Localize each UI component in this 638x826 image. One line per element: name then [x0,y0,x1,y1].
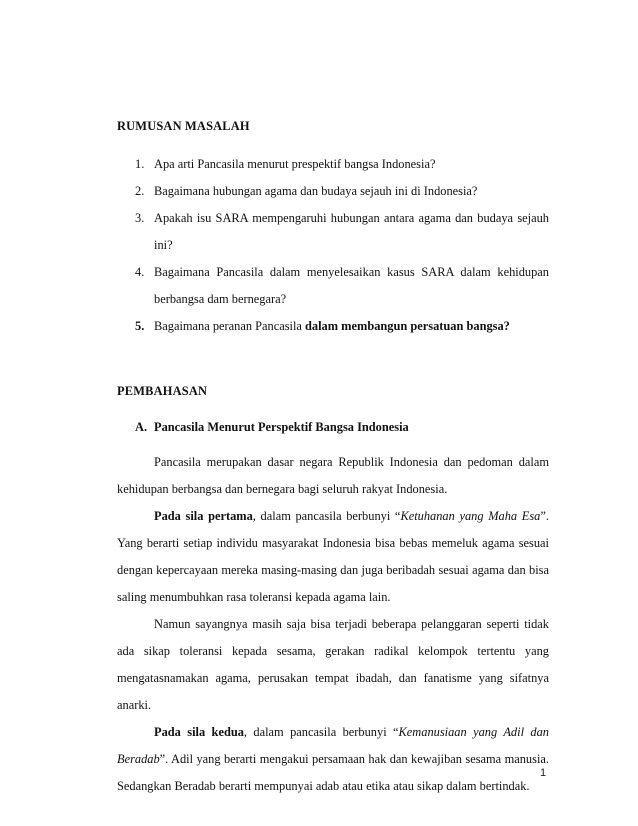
section-heading-rumusan-masalah: RUMUSAN MASALAH [117,119,250,133]
list-item-text: Apa arti Pancasila menurut prespektif bangsa Indonesia? [154,157,436,171]
list-item [117,178,549,205]
list-item-number: 3. [135,211,145,225]
list-item-number: 4. [135,265,145,279]
problem-list [117,151,549,340]
section-heading-pembahasan: PEMBAHASAN [117,384,208,398]
list-item [117,205,549,259]
list-item-text: Bagaimana hubungan agama dan budaya sejauh ini di Indonesia? [154,184,478,198]
subsection-letter: A. [135,420,148,434]
paragraph-lead-bold: Pada sila kedua [154,725,244,739]
paragraph-pelanggaran: Namun sayangnya masih saja bisa terjadi beberapa pelanggaran seperti tidak ada sikap toleransi kepada sesama, gerakan radikal kelompok tertentu yang mengatasnamakan agama, perusakan tempat ibadah, dan fanatisme yang sifatnya anarki. [117,617,549,712]
paragraph-sila-pertama [117,503,549,611]
list-item [117,313,549,340]
page-content [117,117,549,800]
list-item [117,151,549,178]
list-item-number: 2. [135,184,145,198]
paragraph-sila-kedua [117,719,549,800]
list-item-text: Bagaimana Pancasila dalam menyelesaikan kasus SARA dalam kehidupan berbangsa dam bernegara? [154,265,549,306]
paragraph-lead-bold: Pada sila pertama [154,509,253,523]
quoted-sila: Kemanusiaan yang Adil dan Beradab [117,725,549,766]
section-spacer [117,340,549,382]
list-item-number: 5. [135,319,145,333]
paragraph-text: , dalam pancasila berbunyi “ [243,725,399,739]
list-item-text: Bagaimana peranan Pancasila [154,319,306,333]
paragraph-text: ”. Yang berarti setiap individu masyarakat Indonesia bisa bebas memeluk agama sesuai dengan kepercayaan mereka masing-masing dan juga beribadah sesuai agama dan bisa saling menumbuhkan rasa toleransi kepada agama lain. [117,509,549,604]
page-number: 1 [540,767,547,779]
list-item [117,259,549,313]
quoted-sila: Ketuhanan yang Maha Esa [400,509,541,523]
list-item-text-bold: dalam membangun persatuan bangsa? [305,319,510,333]
subsection-heading [117,418,549,436]
list-item-number: 1. [135,157,145,171]
subsection-title: Pancasila Menurut Perspektif Bangsa Indonesia [154,420,409,434]
paragraph-text: , dalam pancasila berbunyi “ [252,509,401,523]
list-item-text: Apakah isu SARA mempengaruhi hubungan antara agama dan budaya sejauh ini? [154,211,549,252]
paragraph-text: ”. Adil yang berarti mengakui persamaan hak dan kewajiban sesama manusia. Sedangkan Beradab berarti mempunyai adab atau etika atau sikap dalam bertindak. [117,752,549,793]
paragraph-intro: Pancasila merupakan dasar negara Republik Indonesia dan pedoman dalam kehidupan berbangsa dan bernegara bagi seluruh rakyat Indonesia. [117,455,549,496]
